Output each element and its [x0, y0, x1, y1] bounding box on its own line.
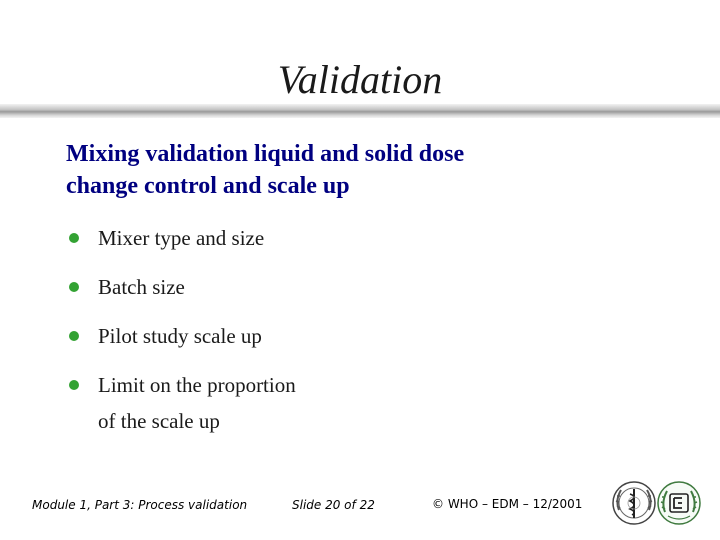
subtitle-line-1: Mixing validation liquid and solid dose [66, 141, 465, 167]
bullet-dot-icon [69, 331, 79, 341]
bullet-text-continued: of the scale up [98, 409, 220, 433]
slide-subtitle [66, 138, 666, 202]
bullet-text: Mixer type and size [98, 226, 265, 250]
footer-slide-number: Slide 20 of 22 [292, 498, 375, 512]
bullet-item [66, 320, 666, 369]
laurel-emblem-icon [656, 480, 702, 526]
slide-title: Validation [277, 57, 443, 102]
subtitle-line-2: change control and scale up [66, 173, 350, 199]
bullet-text: Pilot study scale up [98, 324, 262, 348]
bullet-dot-icon [69, 233, 79, 243]
who-emblem-icon [611, 480, 657, 526]
bullet-dot-icon [69, 380, 79, 390]
bullet-text: Limit on the proportion [98, 373, 296, 397]
title-divider [0, 104, 720, 118]
bullet-list [66, 222, 666, 441]
bullet-item [66, 222, 666, 271]
bullet-item [66, 271, 666, 320]
bullet-item [66, 369, 666, 441]
footer-module: Module 1, Part 3: Process validation [32, 498, 248, 512]
footer-copyright: © WHO – EDM – 12/2001 [432, 497, 583, 511]
bullet-text: Batch size [98, 275, 185, 299]
bullet-dot-icon [69, 282, 79, 292]
